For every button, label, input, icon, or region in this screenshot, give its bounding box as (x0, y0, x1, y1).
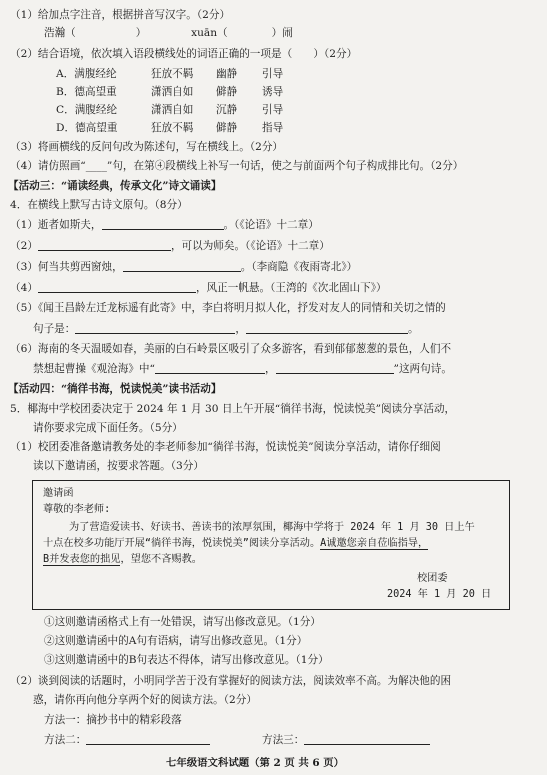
option-B[interactable]: B．德高望重 (56, 86, 117, 98)
q3-prompt: （3）将画横线的反问句改为陈述句，写在横线上。（2分） (10, 141, 284, 153)
poem-blank[interactable] (123, 260, 241, 272)
letter-greeting: 尊敬的李老师: (43, 504, 111, 515)
option-word: 幽静 (216, 68, 238, 80)
poem-blank[interactable] (38, 239, 171, 251)
option-word: 僻静 (216, 86, 238, 98)
task1-q2: ②这则邀请函中的A句有语病，请写出修改意见。（1分） (44, 635, 308, 647)
option-D[interactable]: D．德高望重 (56, 122, 118, 134)
letter-body-3: B并发表您的拙见，望您不吝赐教。 (43, 554, 202, 565)
option-word: 潇洒自如 (151, 104, 194, 116)
activity4-heading: 【活动四：“徜徉书海，悦读悦美”读书活动】 (8, 383, 222, 395)
option-word: 引导 (262, 104, 284, 116)
section5-line1: 5．椰海中学校团委决定于 2024 年 1 月 30 日上午开展“徜徉书海，悦读悦美”阅读分享活动， (10, 403, 456, 415)
q4-prompt: （4）请仿照画“____”句，在第④段横线上补写一句话，使之与前面两个句子构成排比句。（2分） (10, 160, 464, 172)
q1-word1: 浩瀚（ (44, 27, 76, 39)
option-word: 僻静 (216, 122, 238, 134)
poem-item-2: （2） ，可以为师矣。（《论语》十二章） (10, 240, 330, 252)
option-word: 潇洒自如 (151, 86, 194, 98)
poem-blank[interactable] (38, 281, 196, 293)
method-2: 方法二： (44, 733, 210, 747)
letter-date: 2024 年 1 月 20 日 (387, 589, 492, 600)
poem-item-6-answer: 禁想起曹操《观沧海》中“ ， ”这两句诗。 (33, 363, 452, 375)
poem-blank[interactable] (75, 322, 235, 334)
poem-blank[interactable] (102, 218, 224, 230)
poem-item-4: （4） ，风正一帆悬。（王湾的《次北固山下》） (10, 282, 387, 294)
letter-body-1: 为了营造爱读书、好读书、善读书的浓厚氛围，椰海中学将于 2024 年 1 月 30 日上午 (69, 522, 475, 533)
sentence-a: A诚邀您亲自莅临指导， (320, 538, 429, 549)
poem-item-3: （3）何当共剪西窗烛， 。（李商隐《夜雨寄北》） (10, 261, 358, 273)
letter-body-2: 十点在校多功能厅开展“徜徉书海，悦读悦美”阅读分享活动。A诚邀您亲自莅临指导， (43, 538, 429, 549)
option-word: 引导 (262, 68, 284, 80)
letter-signature: 校团委 (417, 573, 448, 584)
task1-line2: 读以下邀请函，按要求答题。（3分） (33, 460, 204, 472)
option-word: 狂放不羁 (151, 68, 194, 80)
task1-q1: ①这则邀请函格式上有一处错误，请写出修改意见。（1分） (44, 616, 321, 628)
section4-heading: 4．在横线上默写古诗文原句。（8分） (10, 199, 188, 211)
option-word: 沉静 (216, 104, 238, 116)
option-word: 指导 (262, 122, 284, 134)
option-A[interactable]: A．满腹经纶 (56, 68, 117, 80)
option-word: 诱导 (262, 86, 284, 98)
letter-title: 邀请函 (43, 488, 74, 499)
poem-item-5: （5）《闻王昌龄左迁龙标遥有此寄》中，李白将明月拟人化，抒发对友人的同情和关切之情的 (10, 302, 446, 314)
poem-item-5-answer: 句子是： ， 。 (33, 323, 419, 335)
method-3-blank[interactable] (304, 733, 430, 745)
q1-prompt: （1）给加点字注音，根据拼音写汉字。（2分） (10, 9, 231, 21)
method-1: 方法一：摘抄书中的精彩段落 (44, 714, 182, 726)
poem-blank[interactable] (276, 362, 394, 374)
invitation-letter (32, 480, 510, 610)
sentence-b: B并发表您的拙见 (43, 554, 121, 565)
task2-line1: （2）谈到阅读的话题时，小明同学苦于没有掌握好的阅读方法，阅读效率不高。为解决他的困 (10, 675, 452, 687)
task2-line2: 惑，请你再向他分享两个好的阅读方法。（2分） (33, 694, 257, 706)
poem-item-6: （6）海南的冬天温暖如春，美丽的白石岭景区吸引了众多游客，看到郁郁葱葱的景色，人们不 (10, 343, 452, 355)
activity3-heading: 【活动三：“诵读经典，传承文化”诗文诵读】 (8, 180, 222, 192)
q1-line: 浩瀚（ ） xuān（ ）闹 (44, 27, 293, 39)
task1-q3: ③这则邀请函中的B句表达不得体，请写出修改意见。（1分） (44, 654, 329, 666)
method-3: 方法三： (262, 733, 430, 747)
poem-blank[interactable] (246, 322, 408, 334)
task1-line1: （1）校团委准备邀请教务处的李老师参加“徜徉书海，悦读悦美”阅读分享活动，请你仔细阅 (10, 441, 441, 453)
option-C[interactable]: C．满腹经纶 (56, 104, 118, 116)
q1-word2: xuān（ (191, 27, 228, 39)
option-word: 狂放不羁 (151, 122, 194, 134)
section5-line2: 请你要求完成下面任务。（5分） (33, 422, 183, 434)
poem-blank[interactable] (155, 362, 265, 374)
poem-item-1: （1）逝者如斯夫， 。（《论语》十二章） (10, 219, 319, 231)
method-2-blank[interactable] (86, 733, 210, 745)
page-footer: 七年级语文科试题（第 2 页 共 6 页） (166, 757, 345, 769)
q2-prompt: （2）结合语境，依次填入语段横线处的词语正确的一项是（ ）（2分） (10, 48, 358, 60)
